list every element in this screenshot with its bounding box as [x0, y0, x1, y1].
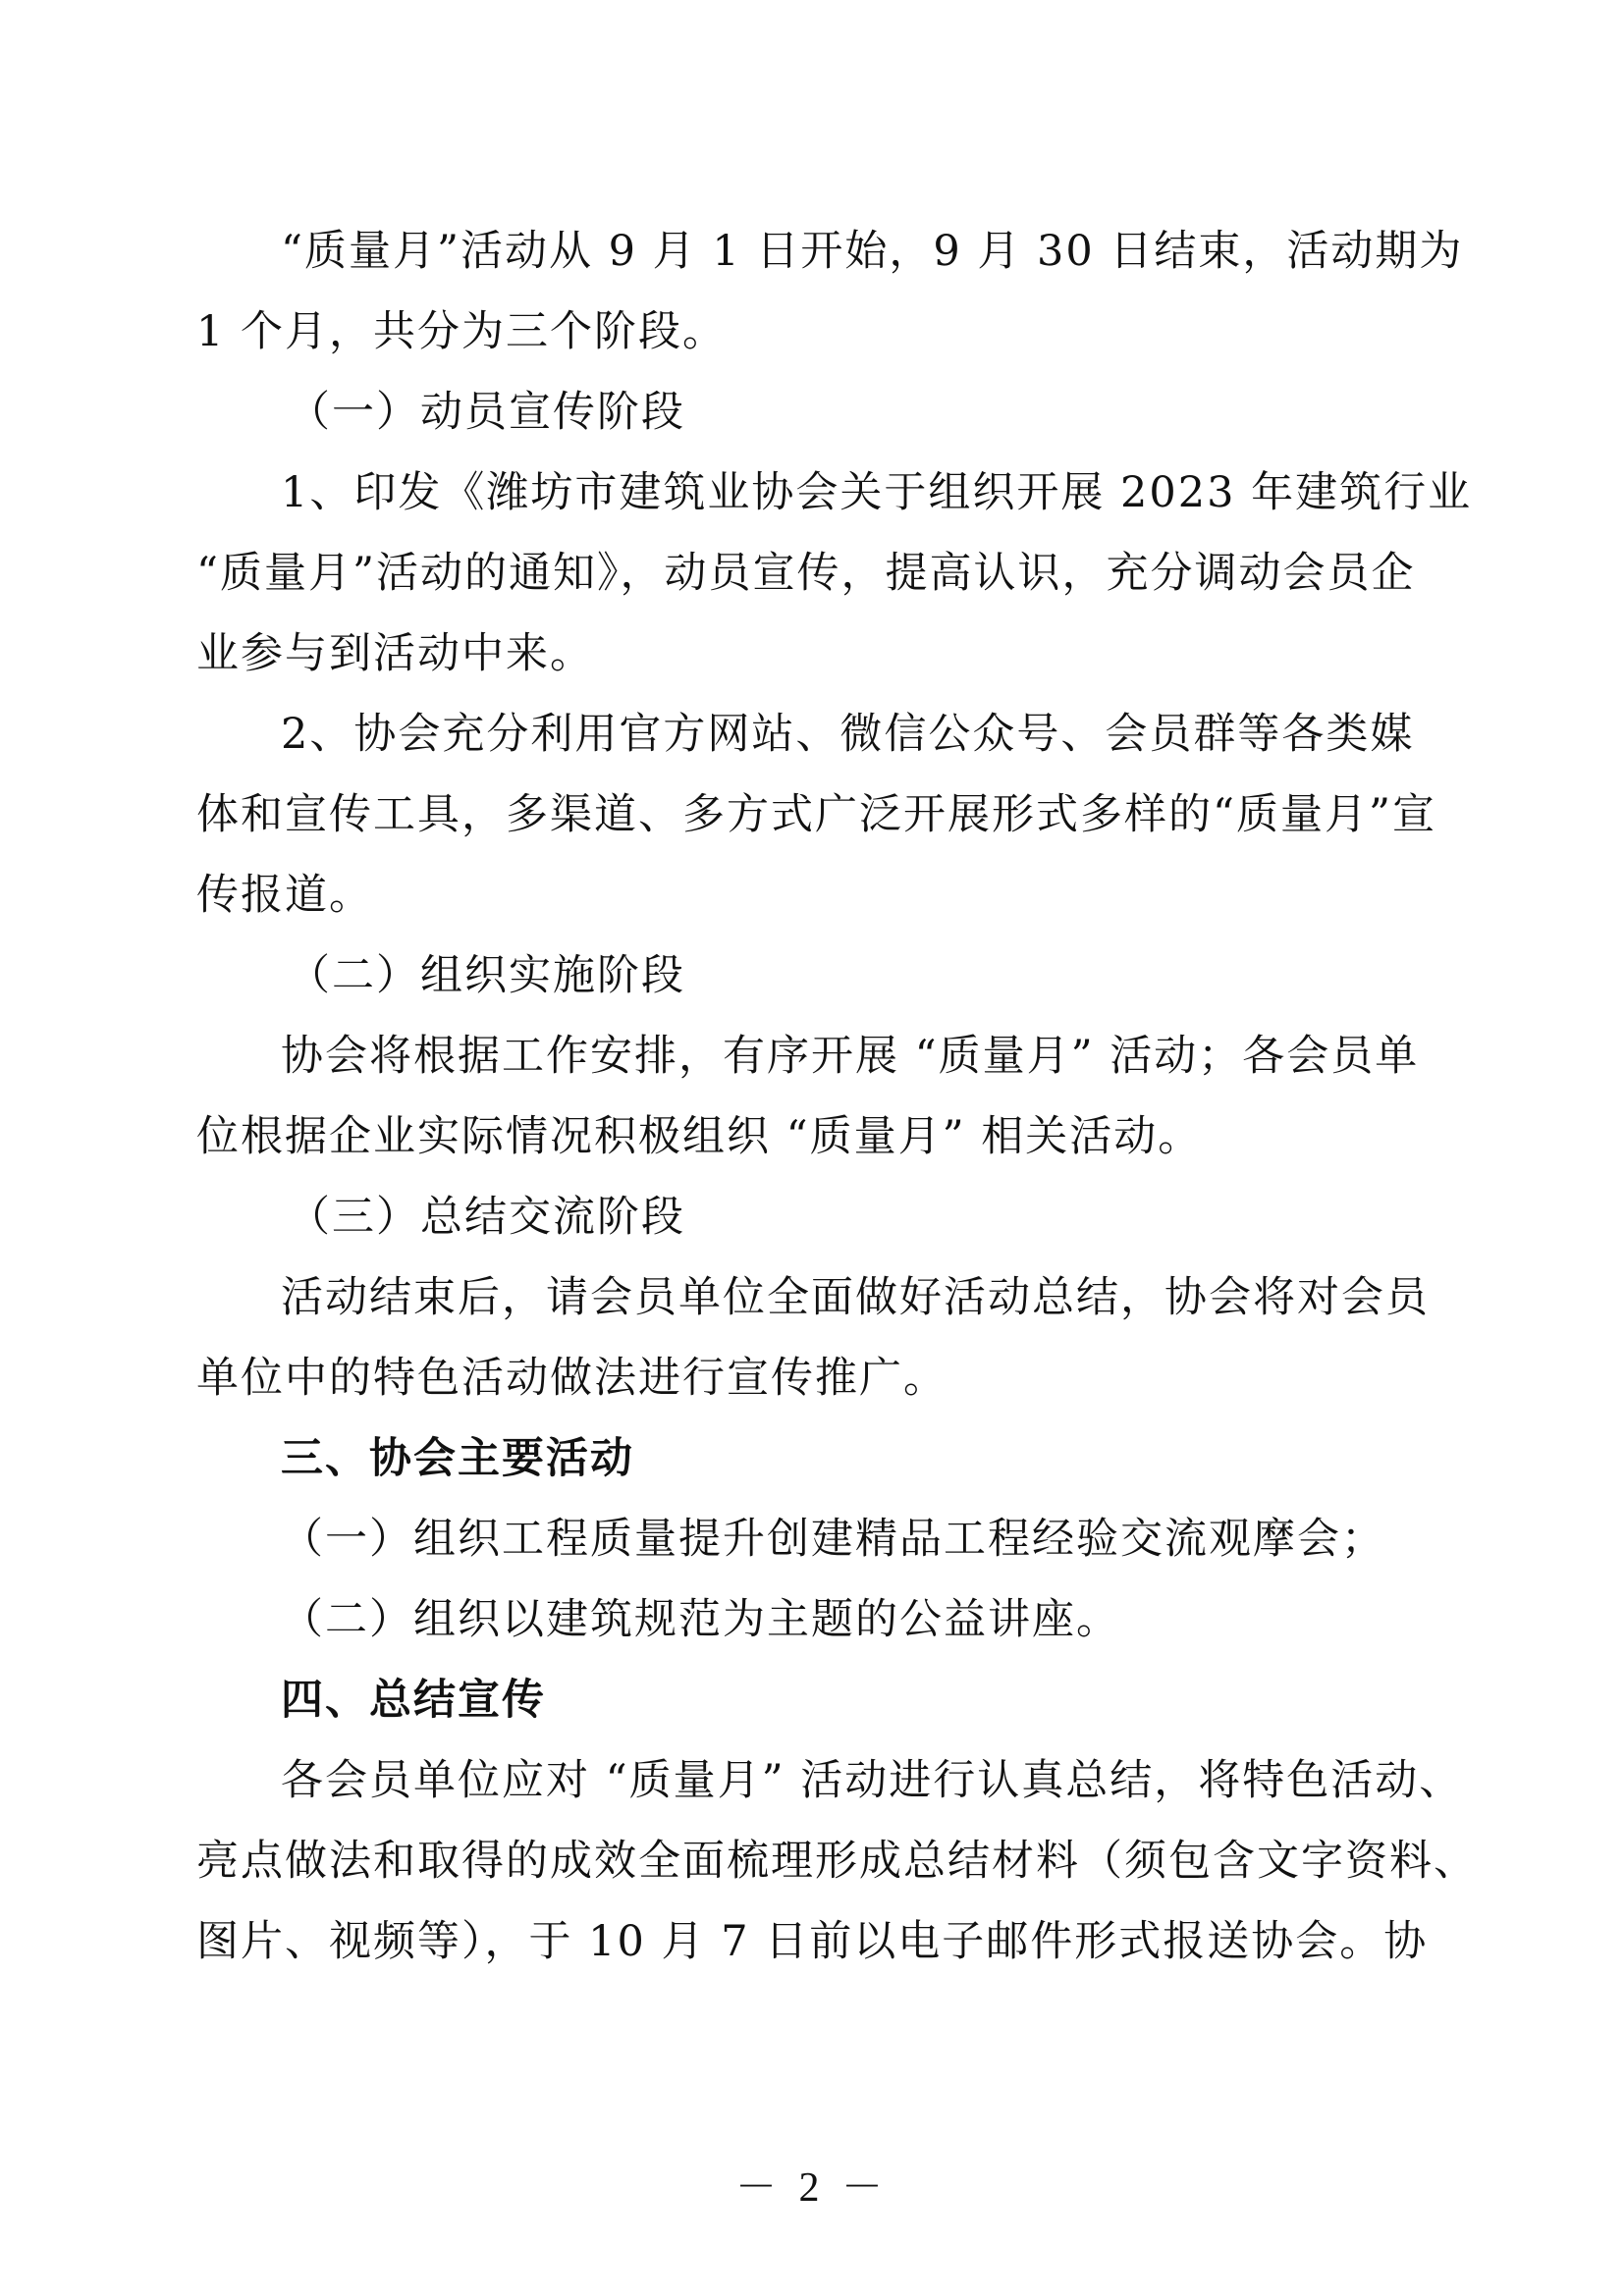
paragraph-line: 位根据企业实际情况积极组织 “质量月” 相关活动。: [196, 1112, 1203, 1161]
paragraph-line: 图片、视频等），于 10 月 7 日前以电子邮件形式报送协会。协: [196, 1917, 1429, 1966]
list-item: （一）组织工程质量提升创建精品工程经验交流观摩会；: [281, 1515, 1385, 1564]
paragraph-line: “质量月”活动从 9 月 1 日开始，9 月 30 日结束，活动期为: [281, 227, 1464, 276]
section-heading: （二）组织实施阶段: [288, 951, 685, 1000]
paragraph-line: 1、印发《潍坊市建筑业协会关于组织开展 2023 年建筑行业: [281, 468, 1473, 517]
paragraph-line: 传报道。: [196, 871, 373, 920]
paragraph-line: 活动结束后，请会员单位全面做好活动总结，协会将对会员: [281, 1273, 1430, 1322]
section-heading: （三）总结交流阶段: [288, 1193, 685, 1242]
paragraph-line: 单位中的特色活动做法进行宣传推广。: [196, 1354, 947, 1403]
paragraph-line: 协会将根据工作安排，有序开展 “质量月” 活动；各会员单: [281, 1032, 1420, 1081]
document-body: [196, 211, 1478, 1982]
list-item: （二）组织以建筑规范为主题的公益讲座。: [281, 1595, 1120, 1644]
chapter-heading: 三、协会主要活动: [281, 1434, 634, 1483]
paragraph-line: 亮点做法和取得的成效全面梳理形成总结材料（须包含文字资料、: [196, 1837, 1478, 1886]
section-heading: （一）动员宣传阶段: [288, 388, 685, 437]
paragraph-line: 各会员单位应对 “质量月” 活动进行认真总结，将特色活动、: [281, 1756, 1464, 1805]
paragraph-line: 2、协会充分利用官方网站、微信公众号、会员群等各类媒: [281, 710, 1415, 759]
page-number: － 2 －: [734, 2165, 889, 2211]
chapter-heading: 四、总结宣传: [281, 1676, 546, 1725]
paragraph-line: “质量月”活动的通知》，动员宣传，提高认识，充分调动会员企: [196, 549, 1416, 598]
paragraph-line: 体和宣传工具，多渠道、多方式广泛开展形式多样的“质量月”宣: [196, 790, 1436, 839]
paragraph-line: 业参与到活动中来。: [196, 629, 594, 678]
paragraph-line: 1 个月，共分为三个阶段。: [196, 307, 728, 356]
